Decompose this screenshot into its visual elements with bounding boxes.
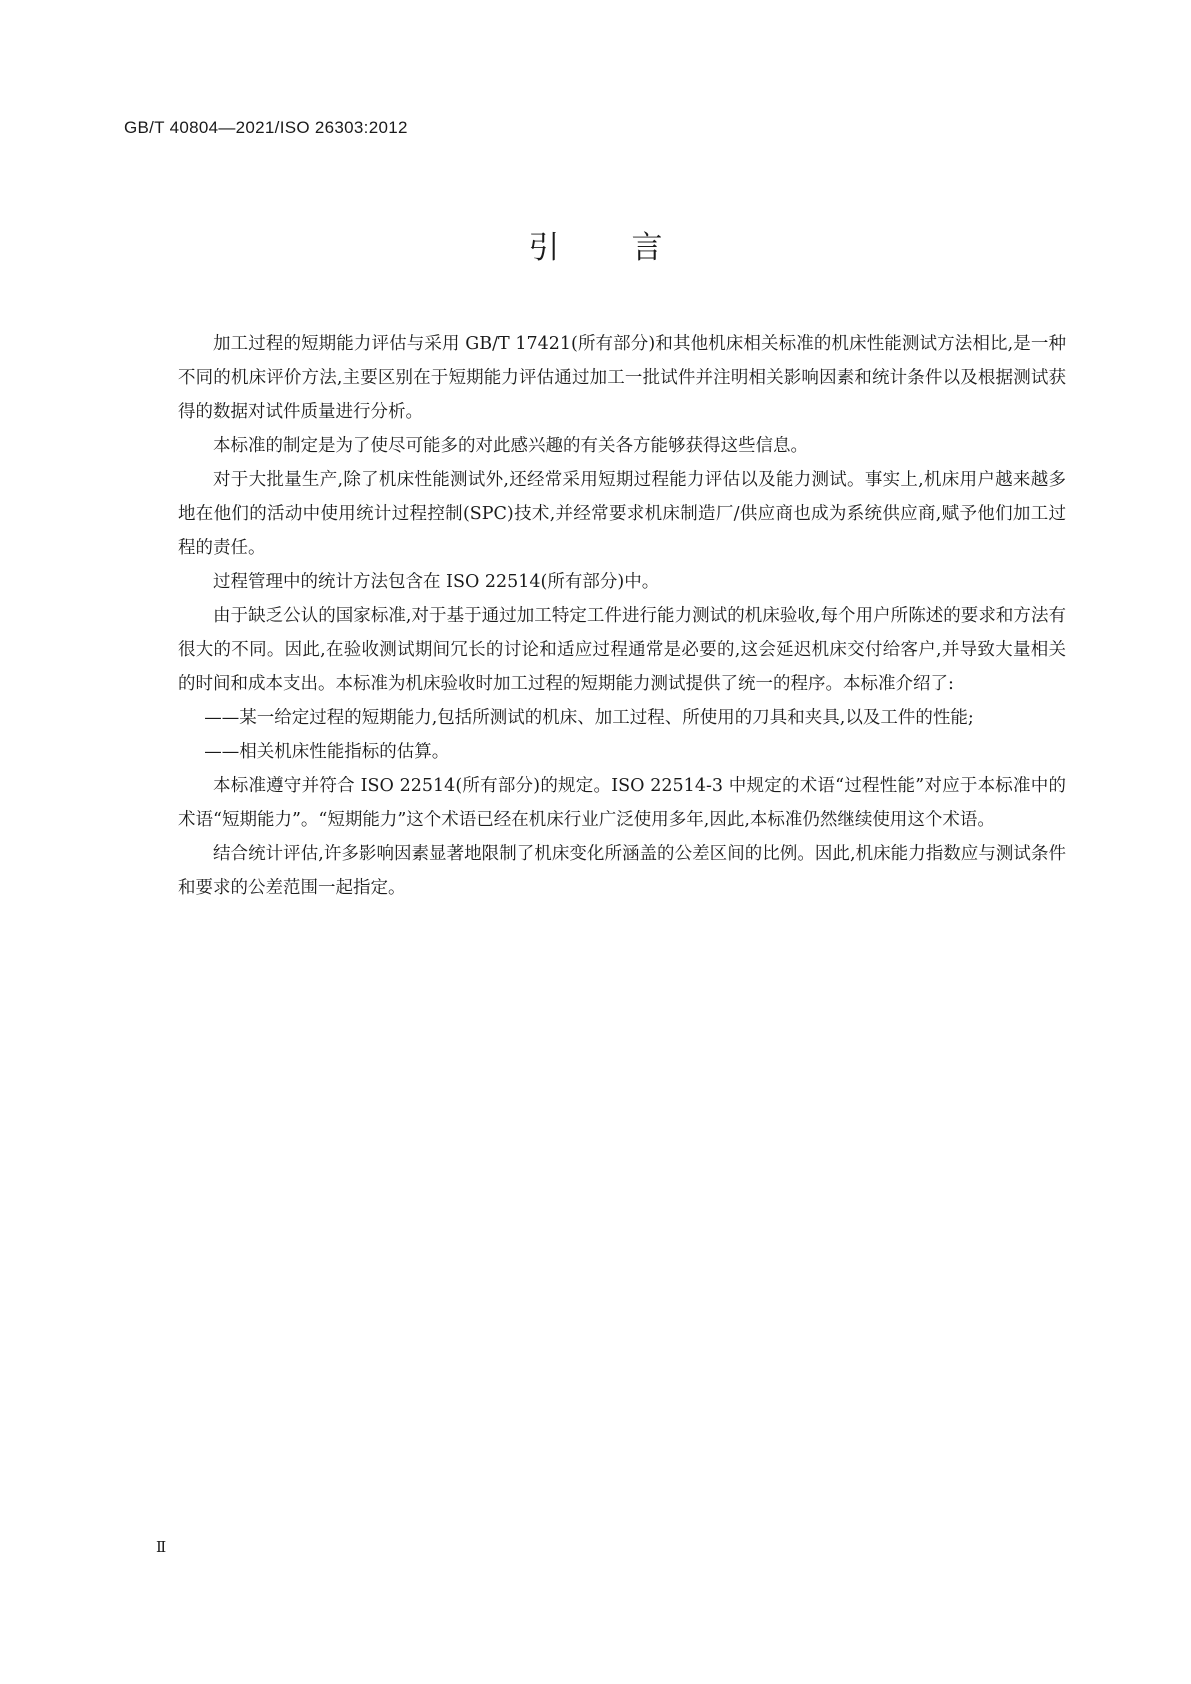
paragraph-2: 本标准的制定是为了使尽可能多的对此感兴趣的有关各方能够获得这些信息。 xyxy=(213,436,808,456)
paragraph-7: 结合统计评估,许多影响因素显著地限制了机床变化所涵盖的公差区间的比例。因此,机床能力指数应与测试条件和要求的公差范围一起指定。 xyxy=(178,844,1066,898)
paragraph-4: 过程管理中的统计方法包含在 ISO 22514(所有部分)中。 xyxy=(213,572,660,592)
list-item-1: ——某一给定过程的短期能力,包括所测试的机床、加工过程、所使用的刀具和夹具,以及工件的性能; xyxy=(204,708,974,728)
title-char-2: 言 xyxy=(631,230,663,266)
title-char-1: 引 xyxy=(528,230,560,266)
page-title xyxy=(0,222,1191,267)
paragraph-3: 对于大批量生产,除了机床性能测试外,还经常采用短期过程能力评估以及能力测试。事实上,机床用户越来越多地在他们的活动中使用统计过程控制(SPC)技术,并经常要求机床制造厂/供应商也成为系统供应商,赋予他们加工过程的责任。 xyxy=(178,470,1066,558)
page-number: Ⅱ xyxy=(156,1538,167,1556)
paragraph-1: 加工过程的短期能力评估与采用 GB/T 17421(所有部分)和其他机床相关标准的机床性能测试方法相比,是一种不同的机床评价方法,主要区别在于短期能力评估通过加工一批试件并注明相关影响因素和统计条件以及根据测试获得的数据对试件质量进行分析。 xyxy=(178,334,1066,422)
paragraph-6: 本标准遵守并符合 ISO 22514(所有部分)的规定。ISO 22514-3 中规定的术语“过程性能”对应于本标准中的术语“短期能力”。“短期能力”这个术语已经在机床行业广泛使用多年,因此,本标准仍然继续使用这个术语。 xyxy=(178,776,1066,830)
list-item-2: ——相关机床性能指标的估算。 xyxy=(204,742,450,762)
document-code-header: GB/T 40804—2021/ISO 26303:2012 xyxy=(124,118,408,137)
introduction-body xyxy=(178,327,1066,905)
paragraph-5: 由于缺乏公认的国家标准,对于基于通过加工特定工件进行能力测试的机床验收,每个用户所陈述的要求和方法有很大的不同。因此,在验收测试期间冗长的讨论和适应过程通常是必要的,这会延迟机床交付给客户,并导致大量相关的时间和成本支出。本标准为机床验收时加工过程的短期能力测试提供了统一的程序。本标准介绍了: xyxy=(178,606,1066,694)
